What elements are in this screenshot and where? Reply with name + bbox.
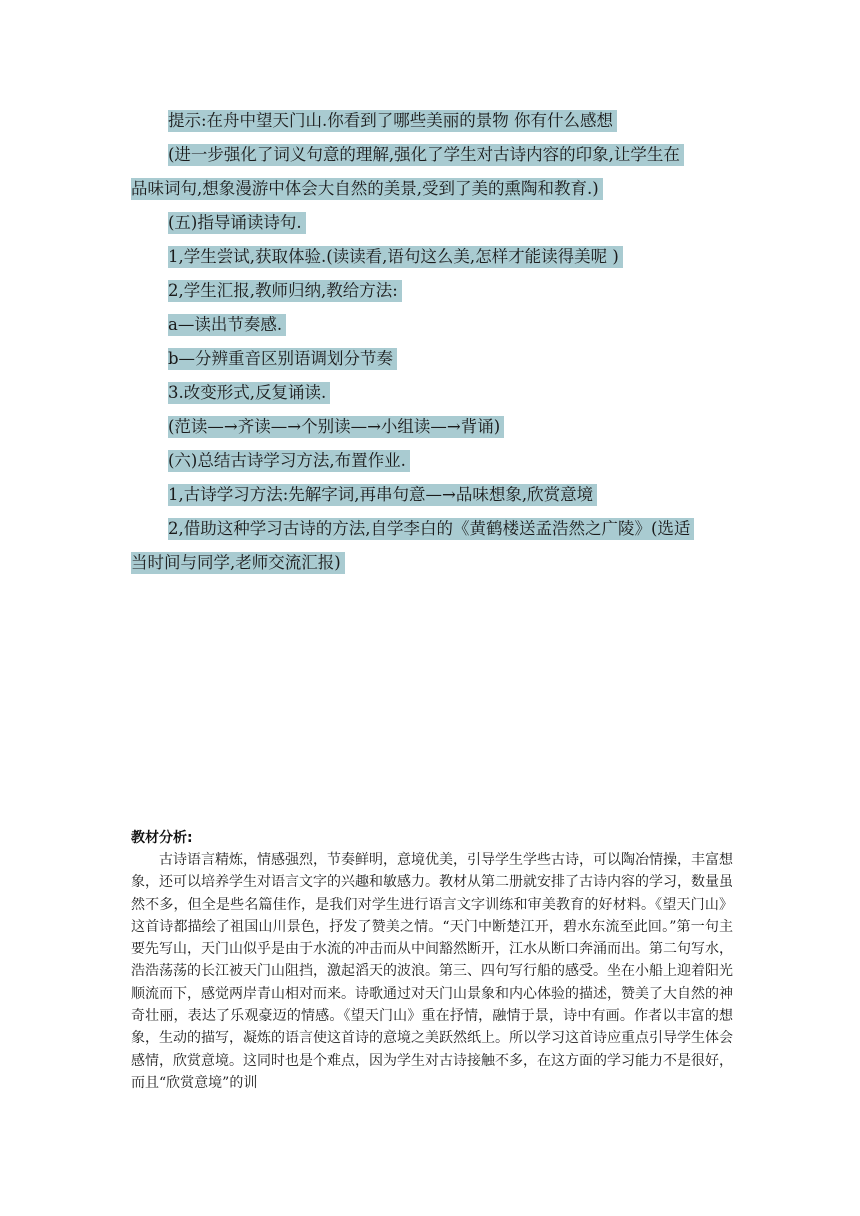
method-a-line [168, 314, 286, 336]
analysis-paragraph: 古诗语言精炼，情感强烈，节奏鲜明，意境优美，引导学生学些古诗，可以陶冶情操，丰富想象，还可以培养学生对语言文字的兴趣和敏感力。教材从第二册就安排了古诗内容的学习，数量虽然不多，但全是些名篇佳作，是我们对学生进行语言文字训练和审美教育的好材料。《望天门山》这首诗都描绘了祖国山川景色，抒发了赞美之情。“天门中断楚江开，碧水东流至此回。”第一句主要先写山，天门山似乎是由于水流的冲击而从中间豁然断开，江水从断口奔涌而出。第二句写水，浩浩荡荡的长江被天门山阻挡，激起滔天的波浪。第三、四句写行船的感受。坐在小船上迎着阳光顺流而下，感觉两岸青山相对而来。诗歌通过对天门山景象和内心体验的描述，赞美了大自然的神奇壮丽，表达了乐观豪迈的情感。《望天门山》重在抒情，融情于景，诗中有画。作者以丰富的想象，生动的描写，凝炼的语言使这首诗的意境之美跃然纸上。所以学习这首诗应重点引导学生体会感情，欣赏意境。这同时也是个难点，因为学生对古诗接触不多，在这方面的学习能力不是很好，而且“欣赏意境”的训 [131, 852, 733, 1091]
homework-2-line [168, 518, 694, 540]
highlighted-text: 品味词句,想象漫游中体会大自然的美景,受到了美的熏陶和教育.) [131, 178, 603, 200]
homework-1-line [168, 484, 597, 506]
highlighted-text: a—读出节奏感. [168, 314, 286, 336]
step-3-line [168, 382, 330, 404]
explanation-line-1 [168, 144, 684, 166]
highlighted-text: 3.改变形式,反复诵读. [168, 382, 330, 404]
highlighted-text: b—分辨重音区别语调划分节奏 [168, 348, 397, 370]
homework-2-continuation [131, 552, 345, 574]
highlighted-text: 1,学生尝试,获取体验.(读读看,语句这么美,怎样才能读得美呢 ) [168, 246, 623, 268]
reading-sequence-line [168, 416, 504, 438]
step-2-line [168, 280, 402, 302]
highlighted-text: (五)指导诵读诗句. [168, 212, 306, 234]
highlighted-text: (进一步强化了词义句意的理解,强化了学生对古诗内容的印象,让学生在 [168, 144, 684, 166]
highlighted-text: 2,借助这种学习古诗的方法,自学李白的《黄鹤楼送孟浩然之广陵》(选适 [168, 518, 694, 540]
hint-line [168, 110, 617, 132]
analysis-heading: 教材分析: [131, 830, 193, 846]
highlighted-text: 当时间与同学,老师交流汇报) [131, 552, 345, 574]
explanation-line-2 [131, 178, 603, 200]
highlighted-text: 2,学生汇报,教师归纳,教给方法: [168, 280, 402, 302]
highlighted-text: (六)总结古诗学习方法,布置作业. [168, 450, 410, 472]
step-1-line [168, 246, 623, 268]
section-six-heading [168, 450, 410, 472]
highlighted-text: (范读—→齐读—→个别读—→小组读—→背诵) [168, 416, 504, 438]
method-b-line [168, 348, 397, 370]
section-five-heading [168, 212, 306, 234]
highlighted-text: 提示:在舟中望天门山.你看到了哪些美丽的景物 你有什么感想 [168, 110, 617, 132]
highlighted-text: 1,古诗学习方法:先解字词,再串句意—→品味想象,欣赏意境 [168, 484, 597, 506]
